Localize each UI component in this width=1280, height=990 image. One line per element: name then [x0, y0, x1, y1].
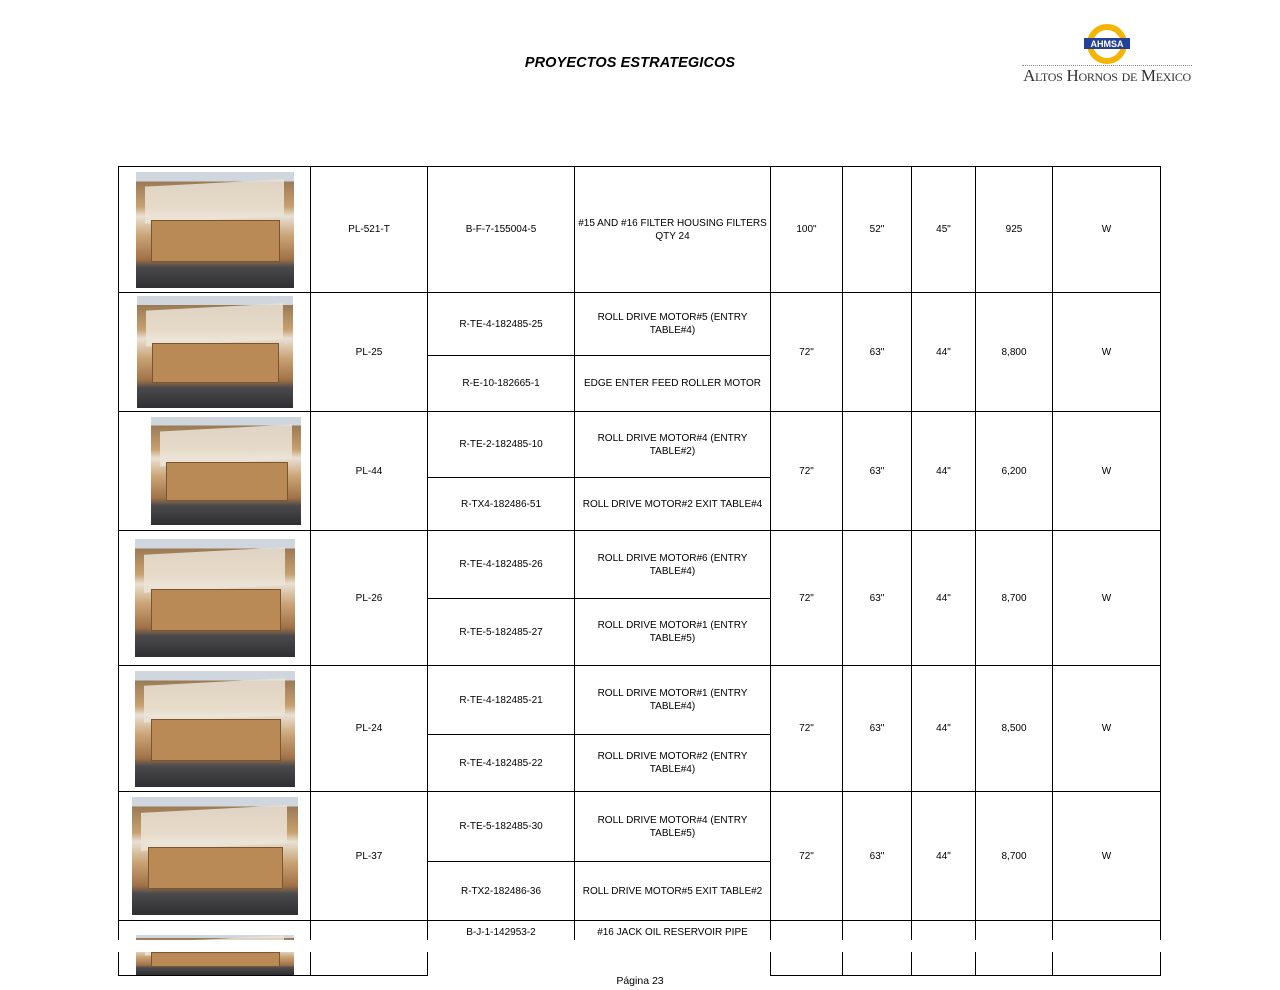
packing-list-table: [118, 166, 1161, 976]
item-code: R-TE-5-182485-30: [428, 792, 575, 862]
item-description: ROLL DRIVE MOTOR#1 (ENTRY TABLE#5): [575, 599, 771, 666]
logo-brand-text: Altos Hornos de Mexico: [1023, 66, 1191, 85]
item-description: ROLL DRIVE MOTOR#4 (ENTRY TABLE#5): [575, 792, 771, 862]
table-row: [119, 293, 1161, 356]
height-value: 44": [912, 531, 976, 666]
item-description: #16 JACK OIL RESERVOIR PIPE: [575, 921, 771, 944]
length-value: 72": [771, 293, 843, 412]
crate-photo: [151, 417, 301, 525]
length-value: 72": [771, 531, 843, 666]
code-value: W: [1053, 666, 1161, 792]
item-code: B-F-7-155004-5: [428, 167, 575, 293]
package-id: PL-521-T: [311, 167, 428, 293]
item-description: ROLL DRIVE MOTOR#4 (ENTRY TABLE#2): [575, 412, 771, 478]
company-logo: [1018, 24, 1196, 88]
crate-photo-cell: [119, 792, 311, 921]
page-number: Página 23: [616, 975, 664, 987]
crate-photo: [136, 172, 294, 288]
width-value: 52": [843, 167, 912, 293]
crate-photo: [135, 539, 295, 657]
height-value: 44": [912, 412, 976, 531]
package-id: PL-44: [311, 412, 428, 531]
item-code: R-TE-5-182485-27: [428, 599, 575, 666]
width-value: 63": [843, 666, 912, 792]
width-value: 63": [843, 531, 912, 666]
code-value: W: [1053, 531, 1161, 666]
weight-value: 8,800: [976, 293, 1053, 412]
crate-photo-cell: [119, 531, 311, 666]
package-id: PL-37: [311, 792, 428, 921]
height-value: 44": [912, 792, 976, 921]
item-code: R-TX2-182486-36: [428, 862, 575, 921]
table-row: [119, 792, 1161, 862]
item-code: R-TE-4-182485-26: [428, 531, 575, 599]
crate-photo: [132, 797, 298, 915]
crate-photo-cell: [119, 666, 311, 792]
logo-badge-text: AHMSA: [1090, 39, 1124, 49]
item-description: ROLL DRIVE MOTOR#5 EXIT TABLE#2: [575, 862, 771, 921]
package-id: PL-25: [311, 293, 428, 412]
table-row: [119, 531, 1161, 599]
length-value: 72": [771, 412, 843, 531]
table-row: [119, 412, 1161, 478]
package-id: PL-26: [311, 531, 428, 666]
item-code: R-TE-4-182485-21: [428, 666, 575, 735]
item-description: ROLL DRIVE MOTOR#5 (ENTRY TABLE#4): [575, 293, 771, 356]
ahmsa-logo-icon: [1018, 24, 1196, 64]
code-value: W: [1053, 792, 1161, 921]
length-value: 100": [771, 167, 843, 293]
item-code: R-TE-4-182485-22: [428, 735, 575, 792]
table-row: [119, 666, 1161, 735]
weight-value: 8,700: [976, 792, 1053, 921]
crate-photo-cell: [119, 412, 311, 531]
height-value: 44": [912, 293, 976, 412]
item-description: ROLL DRIVE MOTOR#2 EXIT TABLE#4: [575, 478, 771, 531]
crate-photo-cell: [119, 293, 311, 412]
weight-value: 925: [976, 167, 1053, 293]
item-code: R-TE-4-182485-25: [428, 293, 575, 356]
package-id: PL-24: [311, 666, 428, 792]
crate-photo-cell: [119, 167, 311, 293]
code-value: W: [1053, 412, 1161, 531]
item-description: ROLL DRIVE MOTOR#1 (ENTRY TABLE#4): [575, 666, 771, 735]
item-description: #15 AND #16 FILTER HOUSING FILTERS QTY 24: [575, 167, 771, 293]
height-value: 44": [912, 666, 976, 792]
weight-value: 6,200: [976, 412, 1053, 531]
weight-value: 8,500: [976, 666, 1053, 792]
code-value: W: [1053, 293, 1161, 412]
length-value: 72": [771, 666, 843, 792]
page-title: PROYECTOS ESTRATEGICOS: [524, 55, 736, 71]
item-description: EDGE ENTER FEED ROLLER MOTOR: [575, 356, 771, 412]
item-description: ROLL DRIVE MOTOR#6 (ENTRY TABLE#4): [575, 531, 771, 599]
code-value: W: [1053, 167, 1161, 293]
crate-photo: [135, 671, 295, 787]
width-value: 63": [843, 412, 912, 531]
length-value: 72": [771, 792, 843, 921]
page-cut: [0, 940, 1280, 952]
item-code: R-TX4-182486-51: [428, 478, 575, 531]
crate-photo: [137, 296, 293, 408]
width-value: 63": [843, 792, 912, 921]
width-value: 63": [843, 293, 912, 412]
item-code: B-J-1-142953-2: [428, 921, 575, 944]
item-code: R-TE-2-182485-10: [428, 412, 575, 478]
height-value: 45": [912, 167, 976, 293]
item-description: ROLL DRIVE MOTOR#2 (ENTRY TABLE#4): [575, 735, 771, 792]
weight-value: 8,700: [976, 531, 1053, 666]
item-code: R-E-10-182665-1: [428, 356, 575, 412]
table-row: [119, 167, 1161, 293]
